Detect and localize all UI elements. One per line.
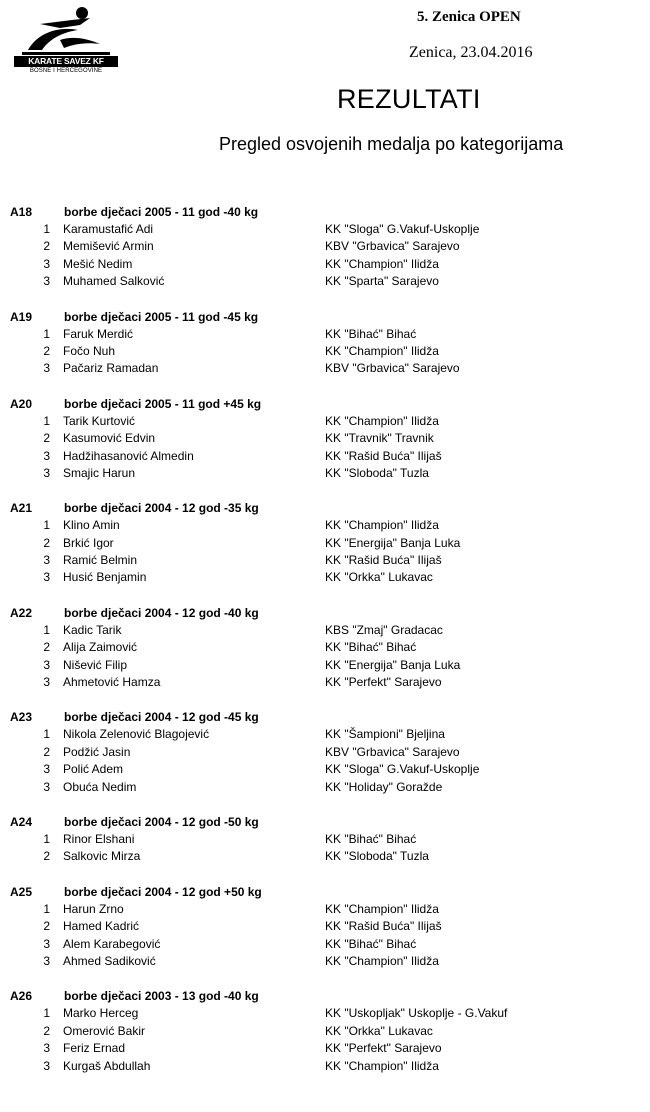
result-row <box>0 674 650 691</box>
category-header <box>0 605 650 622</box>
club-name: KK "Energija" Banja Luka <box>325 535 461 550</box>
document-title: REZULTATI <box>337 84 481 114</box>
result-place: 3 <box>43 1058 50 1073</box>
club-name: KK "Champion" Ilidža <box>325 518 439 533</box>
club-name: KK "Bihać" Bihać <box>325 936 417 951</box>
result-place: 2 <box>43 431 50 446</box>
club-name: KK "Bihać" Bihać <box>325 831 417 846</box>
athlete-name: Faruk Merdić <box>63 326 134 341</box>
result-place: 2 <box>43 1023 50 1038</box>
athlete-name: Omerović Bakir <box>63 1023 146 1038</box>
category-header <box>0 709 650 726</box>
logo-main-text: KARATE SAVEZ KF <box>14 56 118 67</box>
result-row <box>0 569 650 586</box>
club-name: KK "Sparta" Sarajevo <box>325 274 439 289</box>
results-list <box>0 204 650 1093</box>
category-code: A22 <box>10 605 33 620</box>
category-code: A19 <box>10 309 33 324</box>
category-header <box>0 884 650 901</box>
result-row <box>0 744 650 761</box>
athlete-name: Marko Herceg <box>63 1006 139 1021</box>
category-code: A23 <box>10 710 33 725</box>
result-row <box>0 256 650 273</box>
result-row <box>0 535 650 552</box>
result-row <box>0 552 650 569</box>
result-row <box>0 430 650 447</box>
athlete-name: Brkić Igor <box>63 535 114 550</box>
athlete-name: Hamed Kadrić <box>63 919 140 934</box>
category-name: borbe dječaci 2004 - 12 god -45 kg <box>64 710 259 725</box>
result-row <box>0 1040 650 1057</box>
category-code: A25 <box>10 884 33 899</box>
category-block <box>0 605 650 692</box>
club-name: KBV "Grbavica" Sarajevo <box>325 239 460 254</box>
category-header <box>0 309 650 326</box>
result-row <box>0 831 650 848</box>
result-row <box>0 465 650 482</box>
result-place: 3 <box>43 762 50 777</box>
club-name: KK "Sloboda" Tuzla <box>325 465 429 480</box>
result-place: 3 <box>43 657 50 672</box>
category-code: A24 <box>10 814 33 829</box>
category-name: borbe dječaci 2004 - 12 god -35 kg <box>64 501 259 516</box>
result-row <box>0 639 650 656</box>
category-name: borbe dječaci 2004 - 12 god +50 kg <box>64 884 262 899</box>
club-name: KBS "Zmaj" Gradacac <box>325 622 443 637</box>
category-block <box>0 709 650 796</box>
athlete-name: Rinor Elshani <box>63 831 135 846</box>
athlete-name: Nišević Filip <box>63 657 128 672</box>
result-row <box>0 936 650 953</box>
result-place: 3 <box>43 256 50 271</box>
category-header <box>0 204 650 221</box>
club-name: KK "Champion" Ilidža <box>325 256 439 271</box>
event-name: 5. Zenica OPEN <box>417 9 521 25</box>
category-name: borbe dječaci 2004 - 12 god -50 kg <box>64 814 259 829</box>
club-name: KK "Sloga" G.Vakuf-Uskoplje <box>325 222 480 236</box>
club-name: KK "Travnik" Travnik <box>325 431 434 446</box>
result-place: 1 <box>43 831 50 846</box>
result-row <box>0 1005 650 1022</box>
athlete-name: Ramić Belmin <box>63 553 138 568</box>
result-place: 2 <box>43 640 50 655</box>
athlete-name: Nikola Zelenović Blagojević <box>63 727 210 742</box>
result-place: 1 <box>43 622 50 637</box>
result-row <box>0 360 650 377</box>
athlete-name: Kasumović Edvin <box>63 431 156 446</box>
category-block <box>0 309 650 378</box>
category-code: A26 <box>10 989 33 1004</box>
result-place: 3 <box>43 675 50 690</box>
result-place: 1 <box>43 901 50 916</box>
athlete-name: Husić Benjamin <box>63 570 147 585</box>
result-place: 2 <box>43 919 50 934</box>
category-header <box>0 396 650 413</box>
result-row <box>0 848 650 865</box>
athlete-name: Feriz Ernad <box>63 1041 126 1056</box>
result-place: 3 <box>43 936 50 951</box>
result-row <box>0 273 650 290</box>
category-name: borbe dječaci 2003 - 13 god -40 kg <box>64 989 259 1004</box>
result-place: 1 <box>43 413 50 428</box>
club-name: KK "Rašid Buća" Ilijaš <box>325 448 442 463</box>
result-place: 1 <box>43 1006 50 1021</box>
athlete-name: Ahmed Sadiković <box>63 953 156 968</box>
result-place: 3 <box>43 570 50 585</box>
result-row <box>0 779 650 796</box>
result-row <box>0 238 650 255</box>
club-name: KK "Sloboda" Tuzla <box>325 849 429 864</box>
result-place: 1 <box>43 518 50 533</box>
club-name: KK "Sloga" G.Vakuf-Uskoplje <box>325 762 480 777</box>
category-block <box>0 814 650 866</box>
result-place: 2 <box>43 343 50 358</box>
category-header <box>0 814 650 831</box>
athlete-name: Ahmetović Hamza <box>63 675 161 690</box>
athlete-name: Muhamed Salković <box>63 274 165 289</box>
club-name: KK "Holiday" Goražde <box>325 779 443 794</box>
category-header <box>0 500 650 517</box>
result-place: 3 <box>43 1041 50 1056</box>
result-row <box>0 761 650 778</box>
result-row <box>0 343 650 360</box>
athlete-name: Hadžihasanović Almedin <box>63 448 194 463</box>
category-name: borbe dječaci 2005 - 11 god -45 kg <box>64 309 259 324</box>
result-row <box>0 413 650 430</box>
category-block <box>0 500 650 587</box>
result-place: 2 <box>43 535 50 550</box>
result-place: 3 <box>43 779 50 794</box>
result-place: 2 <box>43 849 50 864</box>
athlete-name: Alem Karabegović <box>63 936 161 951</box>
result-row <box>0 657 650 674</box>
logo-sub-text: BOSNE I HERCEGOVINE <box>29 68 103 74</box>
category-block <box>0 396 650 483</box>
athlete-name: Polić Adem <box>63 762 124 777</box>
athlete-name: Tarik Kurtović <box>63 413 136 428</box>
athlete-name: Obuća Nedim <box>63 779 137 794</box>
athlete-name: Kadic Tarik <box>63 622 122 637</box>
club-name: KK "Rašid Buća" Ilijaš <box>325 919 442 934</box>
club-name: KK "Bihać" Bihać <box>325 326 417 341</box>
club-name: KK "Champion" Ilidža <box>325 953 439 968</box>
result-place: 3 <box>43 361 50 376</box>
athlete-name: Kurgaš Abdullah <box>63 1058 151 1073</box>
federation-logo <box>14 6 118 74</box>
club-name: KBV "Grbavica" Sarajevo <box>325 744 460 759</box>
club-name: KBV "Grbavica" Sarajevo <box>325 361 460 376</box>
document-subtitle: Pregled osvojenih medalja po kategorijama <box>219 134 564 154</box>
club-name: KK "Bihać" Bihać <box>325 640 417 655</box>
category-block <box>0 988 650 1075</box>
category-code: A21 <box>10 501 33 516</box>
result-place: 2 <box>43 744 50 759</box>
category-code: A20 <box>10 396 33 411</box>
result-place: 1 <box>43 727 50 742</box>
result-place: 3 <box>43 553 50 568</box>
club-name: KK "Champion" Ilidža <box>325 1058 439 1073</box>
club-name: KK "Šampioni" Bjeljina <box>325 727 445 742</box>
result-row <box>0 918 650 935</box>
event-place-date: Zenica, 23.04.2016 <box>409 44 533 61</box>
result-place: 3 <box>43 465 50 480</box>
category-block <box>0 884 650 971</box>
athlete-name: Alija Zaimović <box>63 640 138 655</box>
result-row <box>0 448 650 465</box>
club-name: KK "Orkka" Lukavac <box>325 570 433 585</box>
category-name: borbe dječaci 2005 - 11 god +45 kg <box>64 396 262 411</box>
result-place: 3 <box>43 953 50 968</box>
result-place: 1 <box>43 222 50 236</box>
result-row <box>0 221 650 238</box>
club-name: KK "Perfekt" Sarajevo <box>325 1041 442 1056</box>
athlete-name: Memišević Armin <box>63 239 154 254</box>
athlete-name: Podžić Jasin <box>63 744 131 759</box>
club-name: KK "Uskopljak" Uskoplje - G.Vakuf <box>325 1006 508 1021</box>
category-name: borbe dječaci 2005 - 11 god -40 kg <box>64 205 259 219</box>
category-code: A18 <box>10 205 33 219</box>
athlete-name: Salkovic Mirza <box>63 849 141 864</box>
result-row <box>0 1023 650 1040</box>
result-place: 3 <box>43 274 50 289</box>
result-row <box>0 901 650 918</box>
athlete-name: Klino Amin <box>63 518 120 533</box>
athlete-name: Fočo Nuh <box>63 343 116 358</box>
athlete-name: Karamustafić Adi <box>63 222 154 236</box>
result-place: 2 <box>43 239 50 254</box>
result-place: 1 <box>43 326 50 341</box>
club-name: KK "Champion" Ilidža <box>325 343 439 358</box>
category-name: borbe dječaci 2004 - 12 god -40 kg <box>64 605 259 620</box>
result-row <box>0 326 650 343</box>
result-row <box>0 622 650 639</box>
club-name: KK "Energija" Banja Luka <box>325 657 461 672</box>
result-row <box>0 726 650 743</box>
result-row <box>0 953 650 970</box>
club-name: KK "Orkka" Lukavac <box>325 1023 433 1038</box>
club-name: KK "Perfekt" Sarajevo <box>325 675 442 690</box>
result-place: 3 <box>43 448 50 463</box>
club-name: KK "Champion" Ilidža <box>325 901 439 916</box>
result-row <box>0 517 650 534</box>
athlete-name: Pačariz Ramadan <box>63 361 159 376</box>
karate-kick-logo-icon <box>20 6 112 56</box>
athlete-name: Mešić Nedim <box>63 256 133 271</box>
athlete-name: Harun Zrno <box>63 901 124 916</box>
club-name: KK "Champion" Ilidža <box>325 413 439 428</box>
category-header <box>0 988 650 1005</box>
category-block <box>0 204 650 291</box>
result-row <box>0 1058 650 1075</box>
club-name: KK "Rašid Buća" Ilijaš <box>325 553 442 568</box>
athlete-name: Smajic Harun <box>63 465 136 480</box>
